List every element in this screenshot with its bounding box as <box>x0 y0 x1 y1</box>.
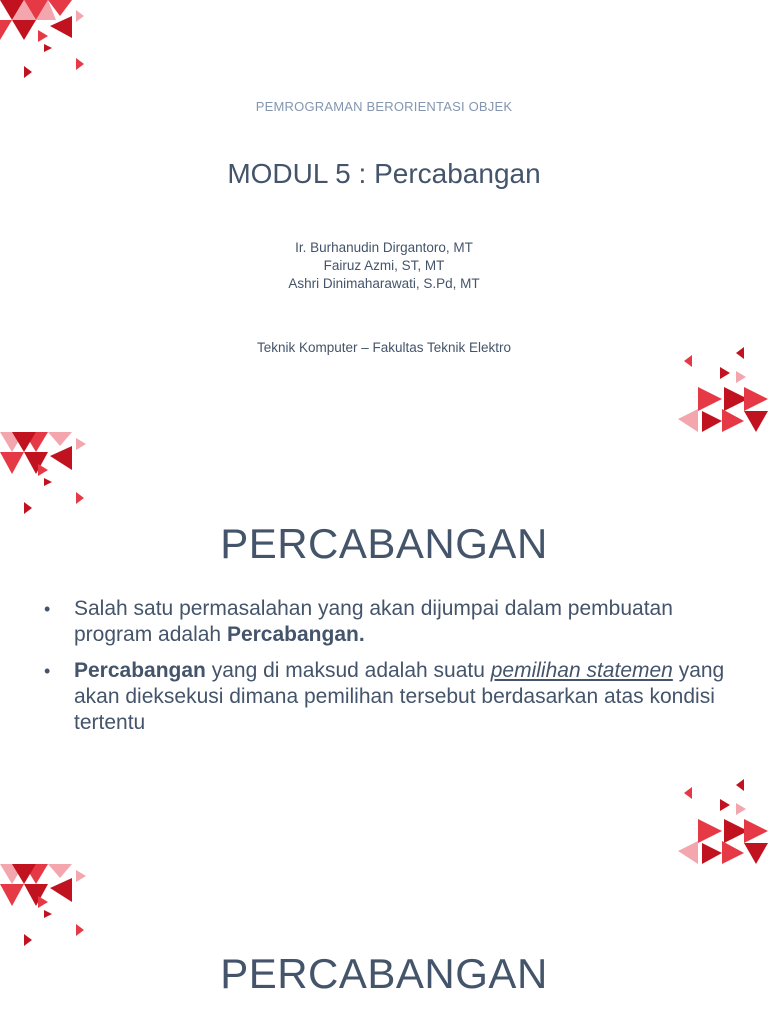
slide-title <box>0 0 768 432</box>
department-label: Teknik Komputer – Fakultas Teknik Elektro <box>256 340 512 355</box>
authors-list <box>0 239 768 293</box>
slide-heading: PERCABANGAN <box>220 520 548 567</box>
corner-triangles-decoration <box>0 0 90 85</box>
bullet-text: yang akan dieksekusi dimana pemilihan tersebut berdasarkan atas kondisi tertentu <box>74 659 725 734</box>
bullet-icon: • <box>44 661 51 681</box>
author-name: Fairuz Azmi, ST, MT <box>323 258 445 273</box>
list-item <box>44 596 744 648</box>
corner-triangles-decoration <box>678 347 768 432</box>
author-name: Ashri Dinimaharawati, S.Pd, MT <box>288 276 480 291</box>
bullet-bold-term: Percabangan <box>74 659 206 682</box>
slide-heading: PERCABANGAN <box>220 950 548 997</box>
corner-triangles-decoration <box>0 432 90 517</box>
bullet-text: Salah satu permasalahan yang akan dijumpai dalam pembuatan program adalah <box>74 597 673 646</box>
course-subtitle: PEMROGRAMAN BERORIENTASI OBJEK <box>255 99 513 114</box>
slide-percabangan-definition <box>0 432 768 864</box>
bullet-list <box>44 596 744 746</box>
author-name: Ir. Burhanudin Dirgantoro, MT <box>295 240 473 255</box>
bullet-icon: • <box>44 599 51 619</box>
bullet-bold-term: Percabangan. <box>226 623 365 646</box>
slide-percabangan-next <box>0 864 768 1024</box>
bullet-text: yang di maksud adalah suatu <box>205 659 491 682</box>
bullet-emphasis: pemilihan statemen <box>490 659 673 682</box>
corner-triangles-decoration <box>0 864 90 949</box>
list-item <box>44 658 744 736</box>
corner-triangles-decoration <box>678 779 768 864</box>
module-title: MODUL 5 : Percabangan <box>227 158 541 189</box>
